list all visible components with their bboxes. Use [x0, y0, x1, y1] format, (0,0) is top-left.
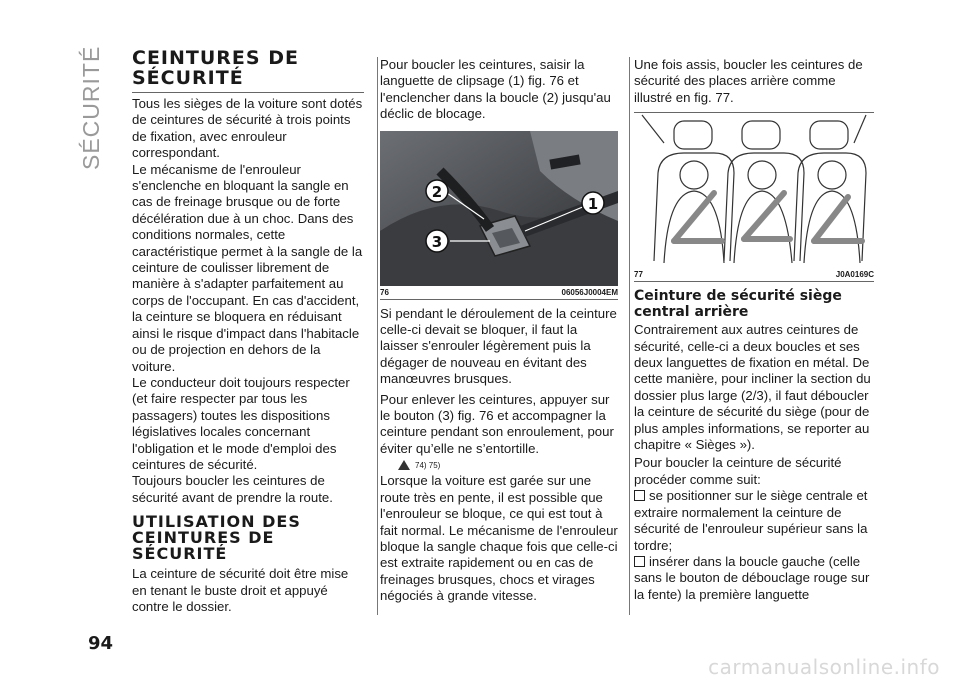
checkbox-bullet-icon [634, 490, 645, 501]
column-divider [629, 57, 630, 615]
list-item [634, 488, 874, 554]
warning-reference [398, 460, 618, 470]
chapter-side-label: SÉCURITÉ [78, 45, 104, 170]
paragraph: Pour boucler les ceintures, saisir la languette de clipsage (1) fig. 76 et l'enclencher dans la boucle (2) jusqu'au déclic de blocage. [380, 57, 611, 122]
paragraph: Contrairement aux autres ceintures de sécurité, celle-ci a deux boucles et ses deux languettes de fixation en métal. De cette manière, pour incliner la section du dossier plus large (2/3), il faut déboucler la ceinture de sécurité du siège (pour de plus amples informations, se reporter au chapitre « Sièges »). [634, 322, 871, 453]
figure-77-caption [634, 268, 874, 282]
column-1 [132, 48, 364, 615]
section-title: CEINTURES DE SÉCURITÉ [132, 48, 364, 93]
paragraph: Le conducteur doit toujours respecter (et faire respecter par tous les passagers) toutes les dispositions législatives locales concernant l'obligation et le mode d'emploi des ceintures de sécurité. [132, 374, 350, 472]
column-divider [377, 57, 378, 615]
figure-number: 76 [380, 287, 389, 297]
figure-76-image [380, 131, 618, 286]
column-3 [634, 57, 874, 603]
rear-seats-illustration [634, 113, 874, 268]
paragraph: Lorsque la voiture est garée sur une route très en pente, il est possible que l'enrouleur se bloque, ce qui est tout à fait normal. Le mécanisme de l'enrouleur bloque la sangle chaque fois que celle-ci est extraite rapidement ou en cas de freinages brusques, chocs et virages négociés à grande vitesse. [380, 473, 618, 604]
paragraph: La ceinture de sécurité doit être mise en tenant le buste droit et appuyé contre le dossier. [132, 566, 349, 614]
figure-76-caption [380, 286, 618, 300]
warning-ref-numbers: 74) 75) [415, 460, 441, 470]
paragraph: Pour enlever les ceintures, appuyer sur le bouton (3) fig. 76 et accompagner la ceinture pendant son enroulement, pour éviter qu’elle ne s’entortille. [380, 391, 614, 456]
paragraph: Pour boucler la ceinture de sécurité procéder comme suit: [634, 455, 842, 487]
figure-code: 06056J0004EM [561, 287, 618, 297]
callout-2-label: 2 [431, 182, 443, 201]
paragraph: Tous les sièges de la voiture sont dotés de ceintures de sécurité à trois points de fixation, avec enrouleur correspondant. [132, 96, 363, 161]
section-title-usage: UTILISATION DES CEINTURES DE SÉCURITÉ [132, 512, 301, 564]
figure-number: 77 [634, 270, 643, 280]
callout-1-label: 1 [587, 194, 599, 213]
seatbelt-buckle-illustration [380, 131, 618, 286]
subsection-title: Ceinture de sécurité siège central arrière [634, 288, 842, 321]
figure-77-image [634, 112, 874, 268]
paragraph: Le mécanisme de l'enrouleur s'enclenche en bloquant la sangle en cas de freinage brusque ou de forte décélération due à un choc. Dans des conditions normales, cette caractéristique permet à la sangle de la ceinture de coulisser librement de manière à s'adapter parfaitement au corps de l'occupant. En cas d'accident, la ceinture se bloquera en réduisant ainsi le risque d'impact dans l'habitacle ou de projection en dehors de la voiture. [132, 161, 363, 374]
list-item-text: insérer dans la boucle gauche (celle sans le bouton de débouclage rouge sur la fente) la première languette [634, 553, 870, 602]
page-number: 94 [88, 633, 114, 654]
checkbox-bullet-icon [634, 556, 645, 567]
column-2 [380, 57, 618, 605]
paragraph: Toujours boucler les ceintures de sécurité avant de prendre la route. [132, 473, 333, 505]
watermark: carmanualsonline.info [708, 655, 940, 679]
list-item-text: se positionner sur le siège centrale et extraire normalement la ceinture de sécurité de l'enrouleur supérieur sans la tordre; [634, 488, 868, 553]
figure-77 [634, 112, 874, 282]
paragraph: Une fois assis, boucler les ceintures de sécurité des places arrière comme illustré en fig. 77. [634, 57, 863, 105]
paragraph: Si pendant le déroulement de la ceinture celle-ci devait se bloquer, il faut la laisser s'enrouler légèrement puis la dégager de nouveau en évitant des manœuvres brusques. [380, 305, 617, 387]
figure-code: J0A0169C [835, 270, 874, 280]
list-item [634, 554, 874, 603]
figure-76 [380, 131, 618, 300]
warning-triangle-icon [398, 460, 410, 470]
callout-3-label: 3 [431, 232, 443, 251]
